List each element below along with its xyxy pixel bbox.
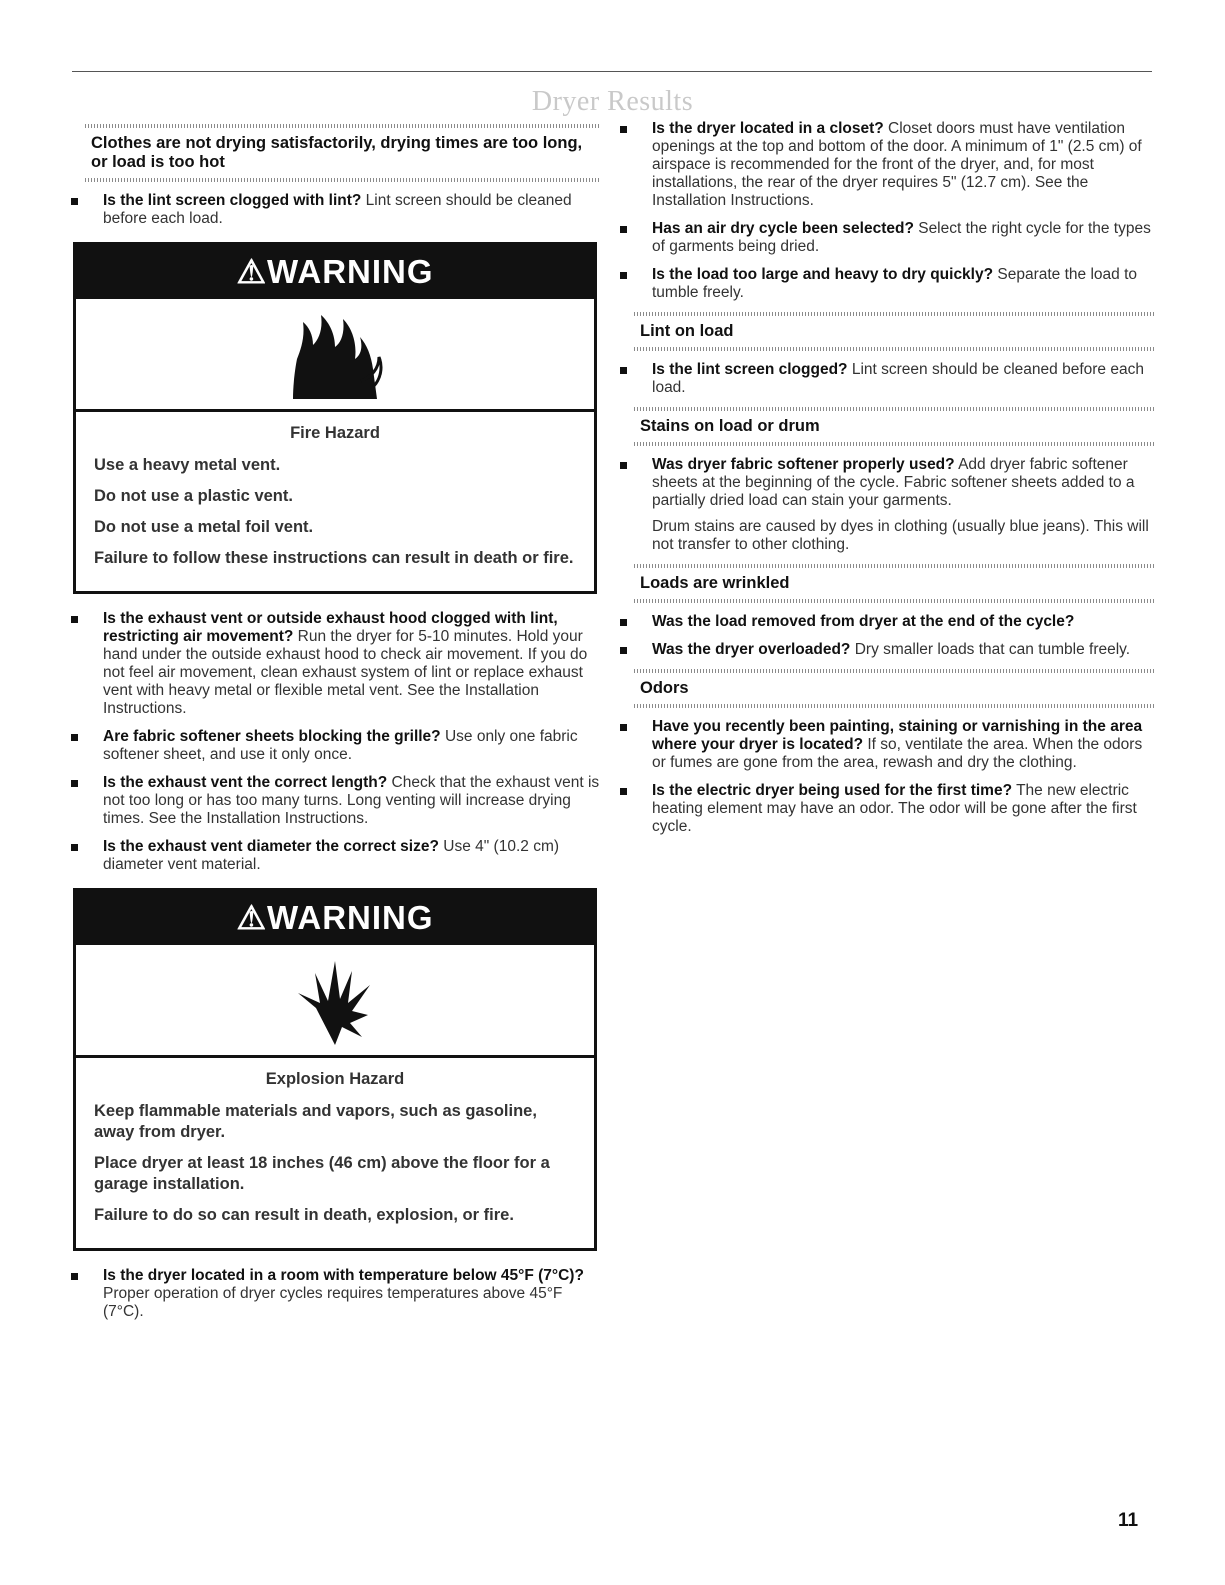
- answer: Run the dryer for 5-10 minutes. Hold your hand under the outside exhaust hood to check air movement. If you do not feel air movement, clean exhaust system of lint or replace exhaust vent with heavy metal or flexible metal vent. See the Installation Instructions.: [103, 628, 588, 717]
- answer: Lint screen should be cleaned before each load.: [652, 361, 1144, 396]
- question-list: [85, 610, 600, 874]
- question: Is the lint screen clogged with lint?: [103, 192, 362, 209]
- answer: If so, ventilate the area. When the odors or fumes are gone from the area, rewash and dry the clothing.: [652, 736, 1143, 771]
- answer: Lint screen should be cleaned before each load.: [103, 192, 572, 227]
- divider: [634, 442, 1154, 446]
- question-list: [634, 718, 1154, 836]
- list-item: [634, 220, 1154, 256]
- list-item: [634, 718, 1154, 772]
- warning-banner: [76, 891, 594, 945]
- question-list: [634, 613, 1154, 659]
- list-item: [634, 120, 1154, 210]
- question-list: [634, 361, 1154, 397]
- left-column: [85, 124, 600, 1331]
- warning-line: Do not use a metal foil vent.: [94, 518, 314, 536]
- list-item: [85, 610, 600, 718]
- divider: [634, 347, 1154, 351]
- list-item: [634, 613, 1154, 631]
- question: Is the lint screen clogged?: [652, 361, 848, 378]
- section-heading: Clothes are not drying satisfactorily, drying times are too long, or load is too hot: [91, 134, 583, 171]
- section-stains: [634, 407, 1154, 554]
- question: Have you recently been painting, staining or varnishing in the area where your dryer is located?: [652, 718, 1143, 753]
- section-lint: [634, 312, 1154, 397]
- section-not-drying: [85, 124, 600, 228]
- divider: [85, 178, 600, 182]
- divider: [634, 599, 1154, 603]
- question-list: [634, 456, 1154, 510]
- question: Is the exhaust vent or outside exhaust hood clogged with lint, restricting air movement?: [103, 610, 558, 645]
- warning-line: Failure to do so can result in death, explosion, or fire.: [94, 1206, 514, 1224]
- explosion-icon-area: [76, 945, 594, 1058]
- answer: Closet doors must have ventilation openings at the top and bottom of the door. A minimum of 1" (2.5 cm) of airspace is recommended for the front of the dryer, and, for most installations, the rear of the dryer requires 5" (12.7 cm). See the Installation Instructions.: [652, 120, 1142, 209]
- question: Is the exhaust vent the correct length?: [103, 774, 388, 791]
- page-number: 11: [1118, 1510, 1139, 1531]
- answer: Add dryer fabric softener sheets at the beginning of the cycle. Fabric softener sheets added to a partially dried load can stain your garments.: [652, 456, 1135, 509]
- explosion-icon: [280, 953, 390, 1048]
- list-item: [634, 266, 1154, 302]
- question: Is the dryer located in a closet?: [652, 120, 884, 137]
- warning-banner: [76, 245, 594, 299]
- explosion-warning-box: [73, 888, 597, 1251]
- section-heading: Lint on load: [640, 322, 734, 340]
- hazard-title: Fire Hazard: [290, 424, 380, 442]
- question: Is the exhaust vent diameter the correct size?: [103, 838, 439, 855]
- warning-triangle-icon: ⚠: [236, 253, 268, 290]
- divider: [634, 704, 1154, 708]
- answer: Check that the exhaust vent is not too long or has too many turns. Long venting will increase drying times. See the Installation Instructions.: [103, 774, 600, 827]
- answer: Select the right cycle for the types of garments being dried.: [652, 220, 1151, 255]
- warning-line: Use a heavy metal vent.: [94, 456, 281, 474]
- question: Is the electric dryer being used for the first time?: [652, 782, 1013, 799]
- question-list: [634, 120, 1154, 302]
- question: Is the dryer located in a room with temperature below 45°F (7°C)?: [103, 1267, 584, 1284]
- list-item: [634, 782, 1154, 836]
- question-list: [85, 192, 600, 228]
- question: Is the load too large and heavy to dry quickly?: [652, 266, 994, 283]
- question: Are fabric softener sheets blocking the grille?: [103, 728, 441, 745]
- warning-label: WARNING: [267, 899, 434, 936]
- question: Was dryer fabric softener properly used?: [652, 456, 955, 473]
- warning-text: [76, 412, 594, 591]
- fire-icon-area: [76, 299, 594, 412]
- list-item: [85, 838, 600, 874]
- warning-line: Failure to follow these instructions can result in death or fire.: [94, 549, 574, 567]
- question: Was the dryer overloaded?: [652, 641, 851, 658]
- question-list: [85, 1267, 600, 1321]
- section-wrinkled: [634, 564, 1154, 659]
- hazard-title: Explosion Hazard: [265, 1070, 405, 1088]
- list-item: [634, 361, 1154, 397]
- list-item: [85, 192, 600, 228]
- answer: Separate the load to tumble freely.: [652, 266, 1137, 301]
- section-heading: Loads are wrinkled: [640, 574, 790, 592]
- list-item: [85, 728, 600, 764]
- warning-triangle-icon: ⚠: [236, 899, 268, 936]
- list-item: [634, 641, 1154, 659]
- warning-label: WARNING: [267, 253, 434, 290]
- section-heading: Odors: [640, 679, 689, 697]
- warning-line: Do not use a plastic vent.: [94, 487, 293, 505]
- section-odors: [634, 669, 1154, 836]
- question: Has an air dry cycle been selected?: [652, 220, 914, 237]
- list-item: [85, 1267, 600, 1321]
- answer: Dry smaller loads that can tumble freely.: [850, 641, 1131, 658]
- answer: Use only one fabric softener sheet, and use it only once.: [103, 728, 578, 763]
- warning-line: Keep flammable materials and vapors, such as gasoline, away from dryer.: [94, 1102, 537, 1141]
- page-title: Dryer Results: [531, 86, 694, 117]
- note-text: Drum stains are caused by dyes in clothing (usually blue jeans). This will not transfer to other clothing.: [652, 518, 1149, 553]
- right-column: [634, 118, 1154, 846]
- answer: Use 4" (10.2 cm) diameter vent material.: [103, 838, 560, 873]
- warning-text: [76, 1058, 594, 1248]
- answer: The new electric heating element may have an odor. The odor will be gone after the first cycle.: [652, 782, 1137, 835]
- question: Was the load removed from dryer at the end of the cycle?: [652, 613, 1075, 630]
- list-item: [634, 456, 1154, 510]
- warning-line: Place dryer at least 18 inches (46 cm) above the floor for a garage installation.: [94, 1154, 550, 1193]
- top-rule: [72, 71, 1152, 72]
- section-heading: Stains on load or drum: [640, 417, 820, 435]
- answer: Proper operation of dryer cycles requires temperatures above 45°F (7°C).: [103, 1285, 563, 1320]
- list-item: [85, 774, 600, 828]
- fire-icon: [275, 307, 395, 402]
- fire-warning-box: [73, 242, 597, 594]
